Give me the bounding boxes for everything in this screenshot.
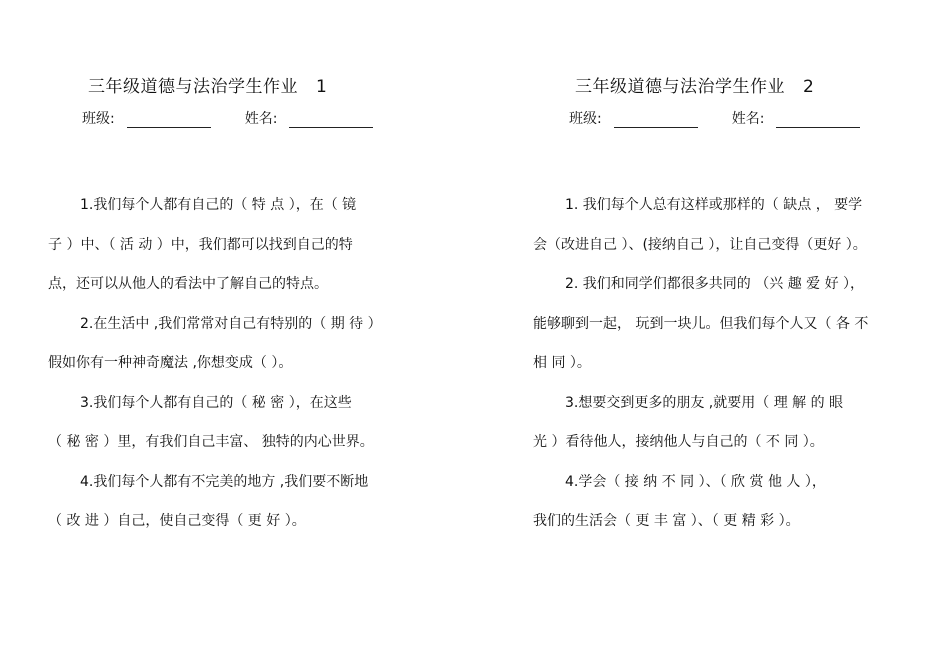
text-line: 假如你有一种神奇魔法 ,你想变成（ ）。 <box>48 355 293 371</box>
text-line: （ 秘 密 ）里，有我们自己丰富、 独特的内心世界。 <box>48 434 374 450</box>
name-label: 姓名: <box>244 111 278 127</box>
worksheet-body <box>48 186 418 542</box>
text-line: 我们的生活会（ 更 丰 富 ）、（ 更 精 彩 ）。 <box>533 513 800 529</box>
text-line: 1. 我们每个人总有这样或那样的（ 缺点 ， 要学 <box>565 197 863 213</box>
text-line: 相 同 ）。 <box>533 355 591 371</box>
name-blank[interactable] <box>289 113 373 128</box>
student-info <box>82 108 407 128</box>
class-label: 班级: <box>569 111 602 127</box>
text-line: 2. 我们和同学们都很多共同的 （兴 趣 爱 好 ）， <box>565 276 865 292</box>
worksheet-title <box>575 72 814 97</box>
text-line: 2.在生活中 ,我们常常对自己有特别的（ 期 待 ） <box>80 315 382 332</box>
title-text: 三年级道德与法治学生作业 <box>575 77 785 97</box>
name-blank[interactable] <box>776 113 860 128</box>
text-line: （ 改 进 ）自己，使自己变得（ 更 好 ）。 <box>48 513 306 529</box>
class-blank[interactable] <box>127 113 211 128</box>
class-blank[interactable] <box>614 113 698 128</box>
title-text: 三年级道德与法治学生作业 <box>88 77 298 97</box>
text-line: 3.想要交到更多的朋友 ,就要用（ 理 解 的 眼 <box>565 394 844 411</box>
text-line: 1.我们每个人都有自己的（ 特 点 ），在（ 镜 <box>80 197 357 213</box>
class-label: 班级: <box>82 111 115 127</box>
text-line: 4.学会（ 接 纳 不 同 ）、（ 欣 赏 他 人 ）， <box>565 473 826 490</box>
text-line: 4.我们每个人都有不完美的地方 ,我们要不断地 <box>80 473 369 490</box>
title-number: 2 <box>803 77 815 97</box>
worksheet-body <box>533 186 908 542</box>
text-line: 会（改进自己 ）、(接纳自己 ），让自己变得（更好 ）。 <box>533 236 867 253</box>
text-line: 光 ）看待他人，接纳他人与自己的（ 不 同 ）。 <box>533 434 824 450</box>
name-label: 姓名: <box>731 111 765 127</box>
text-line: 点，还可以从他人的看法中了解自己的特点。 <box>48 276 328 292</box>
text-line: 3.我们每个人都有自己的（ 秘 密 ），在这些 <box>80 394 352 411</box>
worksheet-title <box>88 72 327 97</box>
text-line: 子 ）中、（ 活 动 ）中，我们都可以找到自己的特 <box>48 236 353 253</box>
text-line: 能够聊到一起， 玩到一块儿。但我们每个人又（ 各 不 <box>533 315 869 332</box>
title-number: 1 <box>316 77 328 97</box>
student-info <box>569 108 894 128</box>
